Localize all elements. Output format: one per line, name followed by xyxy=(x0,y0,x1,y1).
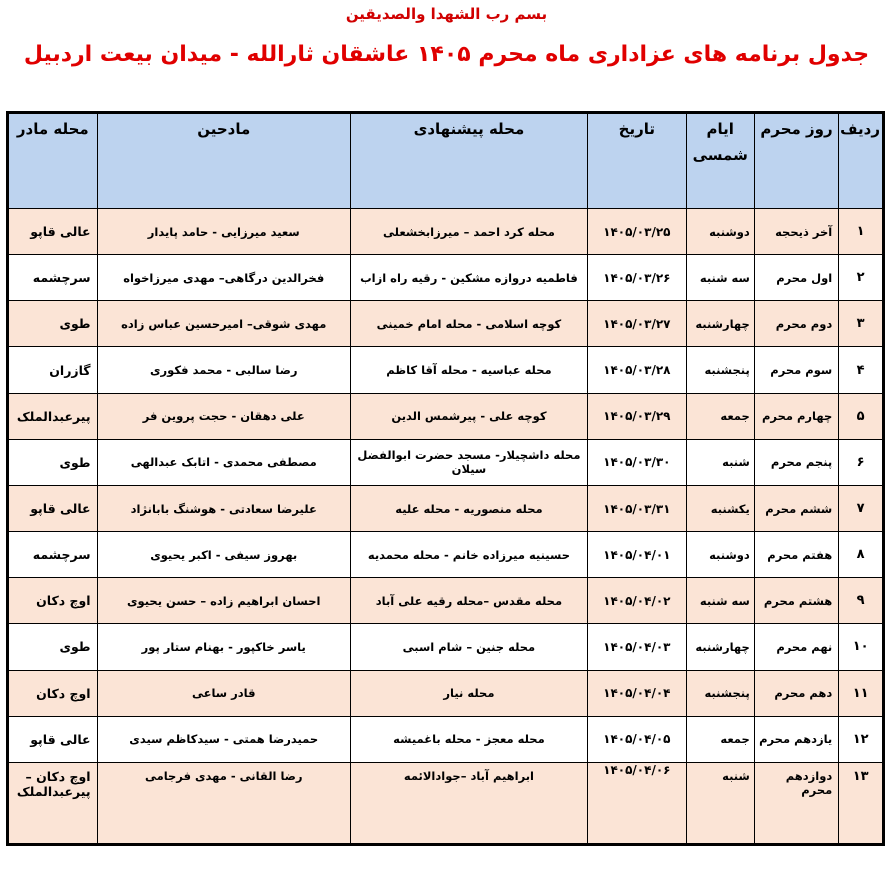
cell-radif: ۱۱ xyxy=(839,670,883,716)
table-row xyxy=(9,578,883,624)
cell-rooz: دوازدهم محرم xyxy=(754,762,838,843)
cell-maddahin: مهدی شوقی– امیرحسین عباس زاده xyxy=(97,301,350,347)
cell-ayyam: جمعه xyxy=(686,393,754,439)
cell-radif: ۲ xyxy=(839,255,883,301)
cell-radif: ۴ xyxy=(839,347,883,393)
cell-mahalle: محله نیار xyxy=(350,670,587,716)
cell-maddahin: علی دهقان - حجت پروین فر xyxy=(97,393,350,439)
cell-radif: ۱ xyxy=(839,209,883,255)
cell-mahalle: محله داشچیلار- مسجد حضرت ابوالفضل سیلان xyxy=(350,439,587,485)
cell-ayyam: جمعه xyxy=(686,716,754,762)
cell-rooz: اول محرم xyxy=(754,255,838,301)
cell-mahalle: محله منصوریه - محله علیه xyxy=(350,485,587,531)
cell-radif: ۷ xyxy=(839,485,883,531)
cell-madar: طوی xyxy=(9,301,98,347)
cell-radif: ۹ xyxy=(839,578,883,624)
cell-ayyam: چهارشنبه xyxy=(686,301,754,347)
cell-tarikh: ۱۴۰۵/۰۴/۰۴ xyxy=(587,670,686,716)
header-maddahin: مادحین xyxy=(97,114,350,209)
cell-rooz: دوم محرم xyxy=(754,301,838,347)
header-rooz: روز محرم xyxy=(754,114,838,209)
cell-radif: ۶ xyxy=(839,439,883,485)
schedule-table xyxy=(8,113,883,844)
cell-ayyam: سه شنبه xyxy=(686,578,754,624)
cell-mahalle: حسینیه میرزاده خانم - محله محمدیه xyxy=(350,532,587,578)
cell-madar: اوچ دکان xyxy=(9,578,98,624)
page-title: جدول برنامه های عزاداری ماه محرم ۱۴۰۵ عاشقان ثارالله - میدان بیعت اردبیل xyxy=(23,42,870,67)
cell-tarikh: ۱۴۰۵/۰۴/۰۵ xyxy=(587,716,686,762)
table-header-row xyxy=(9,114,883,209)
cell-madar: سرچشمه xyxy=(9,532,98,578)
cell-tarikh: ۱۴۰۵/۰۳/۲۶ xyxy=(587,255,686,301)
cell-radif: ۸ xyxy=(839,532,883,578)
cell-mahalle: محله عباسیه - محله آقا کاظم xyxy=(350,347,587,393)
cell-ayyam: سه شنبه xyxy=(686,255,754,301)
table-row xyxy=(9,670,883,716)
header-radif: ردیف xyxy=(839,114,883,209)
cell-tarikh: ۱۴۰۵/۰۳/۲۹ xyxy=(587,393,686,439)
cell-ayyam: پنجشنبه xyxy=(686,670,754,716)
cell-madar: عالی قاپو xyxy=(9,209,98,255)
header-madar: محله مادر xyxy=(9,114,98,209)
cell-maddahin: علیرضا سعادتی - هوشنگ بابانژاد xyxy=(97,485,350,531)
table-row xyxy=(9,301,883,347)
cell-mahalle: فاطمیه دروازه مشکین - رقیه راه ازاب xyxy=(350,255,587,301)
cell-tarikh: ۱۴۰۵/۰۳/۲۷ xyxy=(587,301,686,347)
cell-madar: سرچشمه xyxy=(9,255,98,301)
cell-rooz: دهم محرم xyxy=(754,670,838,716)
cell-ayyam: پنجشنبه xyxy=(686,347,754,393)
cell-maddahin: بهروز سیفی - اکبر یحیوی xyxy=(97,532,350,578)
table-body xyxy=(9,209,883,844)
cell-rooz: یازدهم محرم xyxy=(754,716,838,762)
cell-tarikh: ۱۴۰۵/۰۳/۳۰ xyxy=(587,439,686,485)
cell-madar: طوی xyxy=(9,624,98,670)
table-row xyxy=(9,439,883,485)
cell-madar: عالی قاپو xyxy=(9,716,98,762)
cell-mahalle: کوچه علی - پیرشمس الدین xyxy=(350,393,587,439)
cell-madar: عالی قاپو xyxy=(9,485,98,531)
header-ayyam xyxy=(686,114,754,209)
cell-ayyam: شنبه xyxy=(686,439,754,485)
cell-maddahin: فخرالدین درگاهی– مهدی میرزاخواه xyxy=(97,255,350,301)
cell-radif: ۱۳ xyxy=(839,762,883,843)
cell-radif: ۵ xyxy=(839,393,883,439)
header-mahalle: محله پیشنهادی xyxy=(350,114,587,209)
cell-radif: ۱۲ xyxy=(839,716,883,762)
cell-maddahin: احسان ابراهیم زاده – حسن یحیوی xyxy=(97,578,350,624)
header-ayyam-line2: شمسی xyxy=(692,146,748,164)
cell-maddahin: سعید میرزایی - حامد پایدار xyxy=(97,209,350,255)
cell-maddahin: یاسر خاکپور - بهنام ستار پور xyxy=(97,624,350,670)
cell-rooz: آخر ذیحجه xyxy=(754,209,838,255)
cell-rooz: هفتم محرم xyxy=(754,532,838,578)
cell-ayyam: یکشنبه xyxy=(686,485,754,531)
cell-madar: طوی xyxy=(9,439,98,485)
cell-radif: ۱۰ xyxy=(839,624,883,670)
cell-mahalle: محله مقدس –محله رقیه علی آباد xyxy=(350,578,587,624)
header-ayyam-line1: ایام xyxy=(706,120,734,138)
cell-ayyam: شنبه xyxy=(686,762,754,843)
cell-maddahin: حمیدرضا همتی - سیدکاظم سیدی xyxy=(97,716,350,762)
header-tarikh: تاریخ xyxy=(587,114,686,209)
cell-mahalle: کوچه اسلامی - محله امام خمینی xyxy=(350,301,587,347)
table-row xyxy=(9,624,883,670)
cell-rooz: سوم محرم xyxy=(754,347,838,393)
table-row xyxy=(9,762,883,843)
cell-rooz: ششم محرم xyxy=(754,485,838,531)
bismillah-heading: بسم رب الشهدا والصدیقین xyxy=(345,5,548,23)
cell-tarikh: ۱۴۰۵/۰۴/۰۱ xyxy=(587,532,686,578)
cell-rooz: هشتم محرم xyxy=(754,578,838,624)
cell-maddahin: قادر ساعی xyxy=(97,670,350,716)
cell-ayyam: دوشنبه xyxy=(686,209,754,255)
cell-madar: اوچ دکان – پیرعبدالملک xyxy=(9,762,98,843)
cell-rooz: پنجم محرم xyxy=(754,439,838,485)
table-row xyxy=(9,716,883,762)
cell-ayyam: چهارشنبه xyxy=(686,624,754,670)
cell-tarikh: ۱۴۰۵/۰۳/۳۱ xyxy=(587,485,686,531)
cell-tarikh: ۱۴۰۵/۰۳/۲۵ xyxy=(587,209,686,255)
cell-tarikh: ۱۴۰۵/۰۳/۲۸ xyxy=(587,347,686,393)
cell-madar: پیرعبدالملک xyxy=(9,393,98,439)
cell-ayyam: دوشنبه xyxy=(686,532,754,578)
table-row xyxy=(9,255,883,301)
table-row xyxy=(9,347,883,393)
cell-rooz: چهارم محرم xyxy=(754,393,838,439)
cell-madar: اوچ دکان xyxy=(9,670,98,716)
cell-tarikh: ۱۴۰۵/۰۴/۰۳ xyxy=(587,624,686,670)
cell-tarikh: ۱۴۰۵/۰۴/۰۲ xyxy=(587,578,686,624)
cell-mahalle: محله کرد احمد – میرزابخشعلی xyxy=(350,209,587,255)
cell-rooz: نهم محرم xyxy=(754,624,838,670)
cell-radif: ۳ xyxy=(839,301,883,347)
cell-maddahin: رضا القانی - مهدی فرجامی xyxy=(97,762,350,843)
table-row xyxy=(9,485,883,531)
cell-mahalle: محله جنین – شام اسبی xyxy=(350,624,587,670)
table-row xyxy=(9,532,883,578)
cell-maddahin: رضا سالبی - محمد فکوری xyxy=(97,347,350,393)
table-row xyxy=(9,393,883,439)
cell-tarikh: ۱۴۰۵/۰۴/۰۶ xyxy=(587,762,686,843)
cell-mahalle: محله معجز - محله باغمیشه xyxy=(350,716,587,762)
cell-maddahin: مصطفی محمدی - اتابک عبدالهی xyxy=(97,439,350,485)
table-row xyxy=(9,209,883,255)
cell-mahalle: ابراهیم آباد –جوادالائمه xyxy=(350,762,587,843)
cell-madar: گازران xyxy=(9,347,98,393)
schedule-table-frame xyxy=(6,111,885,846)
